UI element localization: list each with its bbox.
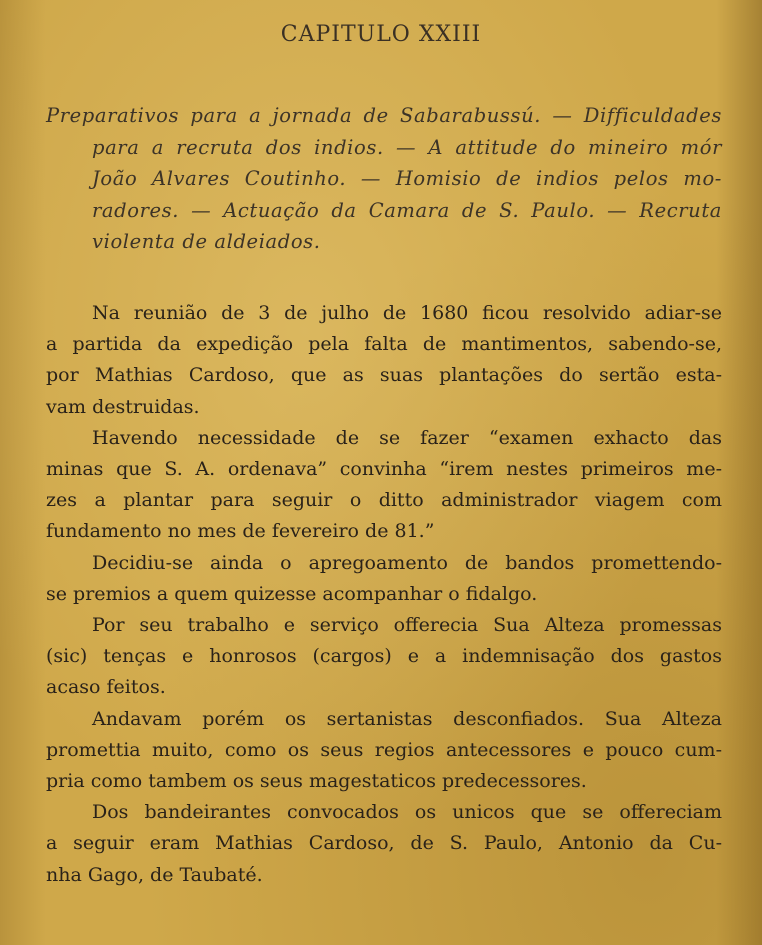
text-line: Por seu trabalho e serviço offerecia Sua Alteza promessas bbox=[92, 614, 722, 637]
summary-line: radores. — Actuação da Camara de S. Paulo. — Recruta bbox=[92, 198, 722, 222]
paragraph bbox=[46, 423, 722, 548]
text-line: a partida da expedição pela falta de mantimentos, sabendo-se, bbox=[46, 333, 722, 356]
text-line: Decidiu-se ainda o apregoamento de bandos promettendo- bbox=[92, 551, 722, 574]
paragraph bbox=[46, 298, 722, 423]
text-line: fundamento no mes de fevereiro de 81.” bbox=[46, 520, 435, 543]
text-line: zes a plantar para seguir o ditto administrador viagem com bbox=[46, 489, 722, 512]
chapter-summary bbox=[46, 100, 722, 258]
paragraph bbox=[46, 704, 722, 798]
text-line: vam destruidas. bbox=[46, 395, 200, 418]
chapter-title: CAPITULO XXIII bbox=[280, 22, 482, 47]
summary-line: João Alvares Coutinho. — Homisio de indios pelos mo- bbox=[92, 167, 722, 190]
text-line: por Mathias Cardoso, que as suas plantações do sertão esta- bbox=[46, 364, 722, 387]
paragraph bbox=[46, 548, 722, 610]
chapter-body bbox=[46, 298, 722, 891]
text-line: Na reunião de 3 de julho de 1680 ficou resolvido adiar-se bbox=[92, 302, 722, 324]
text-line: se premios a quem quizesse acompanhar o fidalgo. bbox=[46, 582, 538, 605]
summary-line: violenta de aldeiados. bbox=[92, 230, 321, 253]
text-line: nha Gago, de Taubaté. bbox=[46, 863, 263, 886]
text-line: Havendo necessidade de se fazer “examen exhacto das bbox=[92, 426, 722, 449]
summary-line: Preparativos para a jornada de Sabarabussú. — Difficuldades bbox=[46, 104, 722, 127]
text-line: minas que S. A. ordenava” convinha “irem nestes primeiros me- bbox=[46, 458, 722, 481]
paragraph bbox=[46, 797, 722, 891]
paragraph bbox=[46, 610, 722, 704]
text-line: pria como tambem os seus magestaticos predecessores. bbox=[46, 770, 587, 793]
text-line: Dos bandeirantes convocados os unicos que se offereciam bbox=[92, 801, 722, 824]
text-line: (sic) tenças e honrosos (cargos) e a indemnisação dos gastos bbox=[46, 645, 722, 668]
text-line: acaso feitos. bbox=[46, 676, 166, 699]
text-line: Andavam porém os sertanistas desconfiados. Sua Alteza bbox=[92, 707, 722, 730]
text-line: a seguir eram Mathias Cardoso, de S. Paulo, Antonio da Cu- bbox=[46, 832, 722, 855]
summary-line: para a recruta dos indios. — A attitude do mineiro mór bbox=[92, 135, 722, 159]
text-line: promettia muito, como os seus regios antecessores e pouco cum- bbox=[46, 738, 722, 761]
